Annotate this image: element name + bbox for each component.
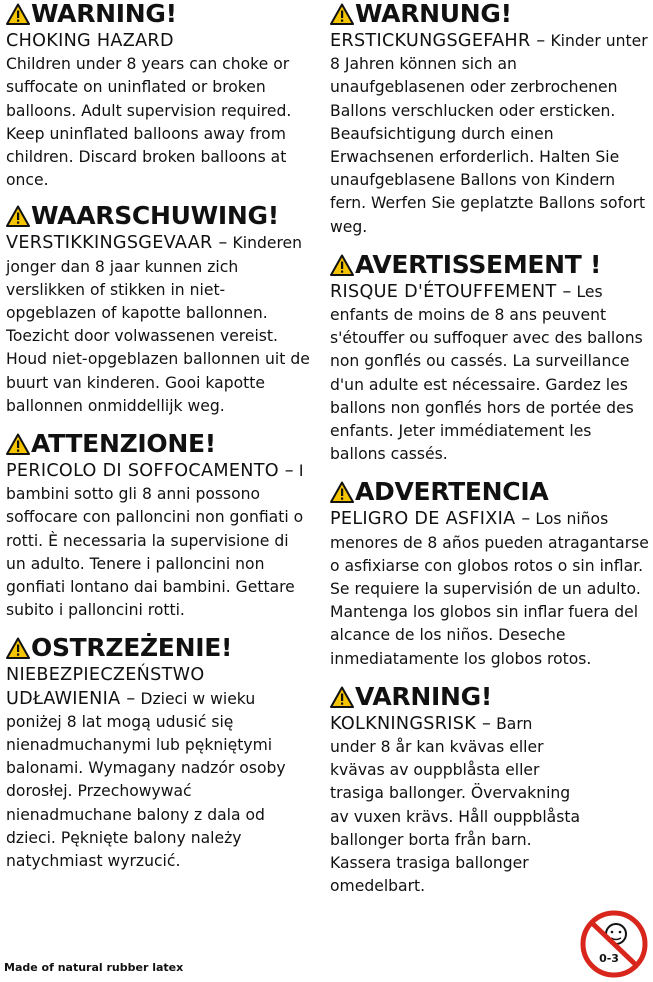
warning-text: Barn under 8 år kan kvävas eller kvävas av ouppblåsta eller trasiga ballonger. Övervakning av vuxen krävs. Håll ouppblåsta ballonger borta från barn. Kassera trasiga ballonger omedelbart. — [330, 714, 581, 896]
warning-fr — [330, 251, 650, 467]
hazard-label: CHOKING HAZARD — [6, 31, 174, 51]
warning-de — [330, 0, 650, 239]
hazard-label: ERSTICKUNGSGEFAHR – — [330, 31, 546, 51]
warning-body — [330, 508, 650, 670]
warning-body — [6, 460, 312, 622]
age-badge-label: 0-3 — [599, 952, 619, 965]
hazard-label: PERICOLO DI SOFFOCAMENTO – — [6, 461, 294, 482]
warning-heading: ADVERTENCIA — [330, 478, 650, 506]
hazard-label: VERSTIKKINGSGEVAAR – — [6, 233, 228, 254]
warning-heading: ATTENZIONE! — [6, 430, 312, 458]
warning-text: I bambini sotto gli 8 anni possono soffocare con palloncini non gonfiati o rotti. È necessaria la supervisione di un adulto. Tenere i palloncini non gonfiati lontano dai bambini. Gettare subito i palloncini rotti. — [6, 462, 304, 620]
hazard-label: RISQUE D'ÉTOUFFEMENT – — [330, 281, 572, 302]
warning-triangle-icon — [6, 637, 30, 659]
warning-en — [6, 0, 312, 192]
warning-text: Kinder unter 8 Jahren können sich an unaufgeblasenen oder zerbrochenen Ballons verschlucken oder ersticken. Beaufsichtigung durch einen Erwachsenen erforderlich. Halten Sie unaufgeblasene Ballons von Kindern fern. Werfen Sie geplatzte Ballons sofort weg. — [330, 32, 648, 236]
warning-body — [330, 281, 650, 467]
right-column — [330, 0, 650, 899]
warning-heading: OSTRZEŻENIE! — [6, 634, 312, 662]
warning-text: Los niños menores de 8 años pueden atragantarse o asfixiarse con globos rotos o sin inflar. Se requiere la supervisión de un adulto. Mantenga los globos sin inflar fuera del alcance de los niños. Deseche inmediatamente los globos rotos. — [330, 510, 649, 668]
warning-pl — [6, 634, 312, 873]
warning-heading: AVERTISSEMENT ! — [330, 251, 650, 279]
warning-triangle-icon — [6, 3, 30, 25]
warning-heading: WAARSCHUWING! — [6, 202, 312, 230]
warning-sv — [330, 683, 580, 899]
warning-body — [330, 30, 650, 239]
warning-heading: WARNING! — [6, 0, 312, 28]
hazard-label: PELIGRO DE ASFIXIA – — [330, 509, 531, 530]
warning-body — [6, 664, 312, 873]
left-column — [6, 0, 312, 873]
warning-triangle-icon — [330, 481, 354, 503]
material-note: Made of natural rubber latex — [4, 961, 184, 974]
hazard-label: NIEBEZPIECZEŃSTWO UDŁAWIENIA – — [6, 665, 205, 709]
warning-heading: VARNING! — [330, 683, 580, 711]
warning-nl — [6, 202, 312, 418]
warning-it — [6, 430, 312, 622]
warning-es — [330, 478, 650, 670]
warning-triangle-icon — [330, 3, 354, 25]
warning-text: Dzieci w wieku poniżej 8 lat mogą udusić się nienadmuchanymi lub pękniętymi balonami. Wymagany nadzór osoby dorosłej. Przechowywać nienadmuchane balony z dala od dzieci. Pęknięte balony należy natychmiast wyrzucić. — [6, 689, 286, 871]
warning-text: Kinderen jonger dan 8 jaar kunnen zich verslikken of stikken in niet-opgeblazen of kapotte ballonnen. Toezicht door volwassenen vereist. Houd niet-opgeblazen ballonnen uit de buurt van kinderen. Gooi kapotte ballonnen onmiddellijk weg. — [6, 234, 310, 415]
warning-text: Children under 8 years can choke or suffocate on uninflated or broken balloons. Adult supervision required. Keep uninflated balloons away from children. Discard broken balloons at once. — [6, 55, 292, 190]
warning-body — [6, 232, 312, 418]
warning-triangle-icon — [330, 254, 354, 276]
warning-text: Les enfants de moins de 8 ans peuvent s'étouffer ou suffoquer avec des ballons non gonflés ou cassés. La surveillance d'un adulte est nécessaire. Gardez les ballons non gonflés hors de portée des enfants. Jeter immédiatement les ballons cassés. — [330, 282, 643, 464]
warning-body — [6, 30, 312, 192]
no-under-3-icon — [580, 910, 648, 978]
warning-triangle-icon — [330, 686, 354, 708]
warning-triangle-icon — [6, 205, 30, 227]
warning-heading: WARNUNG! — [330, 0, 650, 28]
hazard-label: KOLKNINGSRISK – — [330, 713, 492, 734]
warning-triangle-icon — [6, 433, 30, 455]
warning-body — [330, 713, 580, 899]
